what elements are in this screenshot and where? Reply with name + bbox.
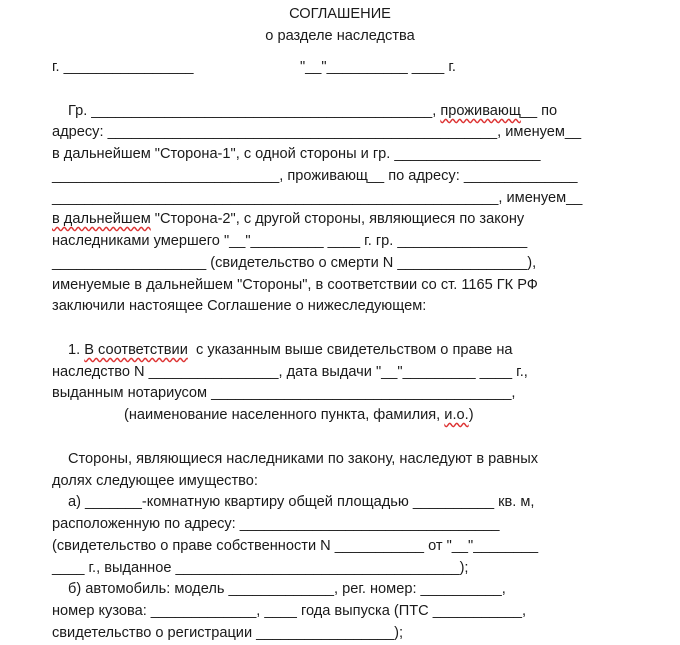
line-text: наследство N ________________, дата выдачи "__"_________ ____ г., xyxy=(52,364,528,380)
document-line xyxy=(52,253,536,273)
document-line xyxy=(52,514,500,534)
document-line xyxy=(52,558,469,578)
line-text: ___________________ (свидетельство о смерти N ________________), xyxy=(52,255,537,271)
line-text: __ по xyxy=(520,103,558,119)
document-line xyxy=(68,579,506,599)
document-line xyxy=(52,209,524,229)
line-text: заключили настоящее Соглашение о нижеследующем: xyxy=(52,298,427,314)
line-text: адресу: ________________________________________________, именуем__ xyxy=(52,124,582,140)
line-text: ) xyxy=(468,407,474,423)
line-text: а) _______-комнатную квартиру общей площадью __________ кв. м, xyxy=(68,494,535,510)
document-title: СОГЛАШЕНИЕ xyxy=(289,6,391,22)
document-line xyxy=(52,536,538,556)
document-line xyxy=(52,122,581,142)
document-line xyxy=(68,101,557,121)
document-line xyxy=(300,57,456,77)
document-line xyxy=(124,405,474,425)
line-text: (наименование населенного пункта, фамилия, xyxy=(124,407,445,423)
document-line xyxy=(52,362,528,382)
document-line xyxy=(68,340,513,360)
document-line xyxy=(52,296,426,316)
document-line xyxy=(52,275,538,295)
document-subtitle: о разделе наследства xyxy=(265,28,415,44)
document-line xyxy=(52,166,577,186)
document-line xyxy=(52,57,194,77)
spellcheck-flagged-text: проживающ xyxy=(440,103,521,119)
line-text: б) автомобиль: модель _____________, рег. номер: __________, xyxy=(68,581,506,597)
spellcheck-flagged-text: в дальнейшем xyxy=(52,211,151,227)
line-text: свидетельство о регистрации _________________); xyxy=(52,625,404,641)
line-text: наследниками умершего "__"_________ ____ г. гр. ________________ xyxy=(52,233,528,249)
line-text: г. ________________ xyxy=(52,59,194,75)
line-text: именуемые в дальнейшем "Стороны", в соответствии со ст. 1165 ГК РФ xyxy=(52,277,538,293)
line-text: Гр. __________________________________________, xyxy=(68,103,441,119)
document-line xyxy=(52,188,582,208)
document-line xyxy=(68,449,538,469)
document-line xyxy=(52,231,527,251)
document-line xyxy=(52,601,526,621)
line-text: с указанным выше свидетельством о праве на xyxy=(187,342,513,358)
line-text: ____________________________, проживающ__ по адресу: ______________ xyxy=(52,168,578,184)
line-text: номер кузова: _____________, ____ года выпуска (ПТС ___________, xyxy=(52,603,527,619)
document-line xyxy=(52,383,516,403)
line-text: Стороны, являющиеся наследниками по закону, наследуют в равных xyxy=(68,451,538,467)
document-line xyxy=(52,623,403,643)
spellcheck-flagged-text: и.о. xyxy=(444,407,469,423)
line-text: "__"__________ ____ г. xyxy=(300,59,456,75)
line-text: расположенную по адресу: ________________________________ xyxy=(52,516,500,532)
document-line xyxy=(68,492,534,512)
spellcheck-flagged-text: В соответствии xyxy=(84,342,188,358)
line-text: выданным нотариусом _____________________________________, xyxy=(52,385,516,401)
line-text: долях следующее имущество: xyxy=(52,473,258,489)
document-line xyxy=(52,471,258,491)
line-text: ____ г., выданное ___________________________________); xyxy=(52,560,469,576)
line-text: (свидетельство о праве собственности N ___________ от "__"________ xyxy=(52,538,539,554)
line-text: в дальнейшем "Сторона-1", с одной стороны и гр. __________________ xyxy=(52,146,541,162)
document-line xyxy=(52,144,541,164)
line-text: _______________________________________________________, именуем__ xyxy=(52,190,583,206)
line-text: 1. xyxy=(68,342,85,358)
line-text: "Сторона-2", с другой стороны, являющиеся по закону xyxy=(150,211,525,227)
